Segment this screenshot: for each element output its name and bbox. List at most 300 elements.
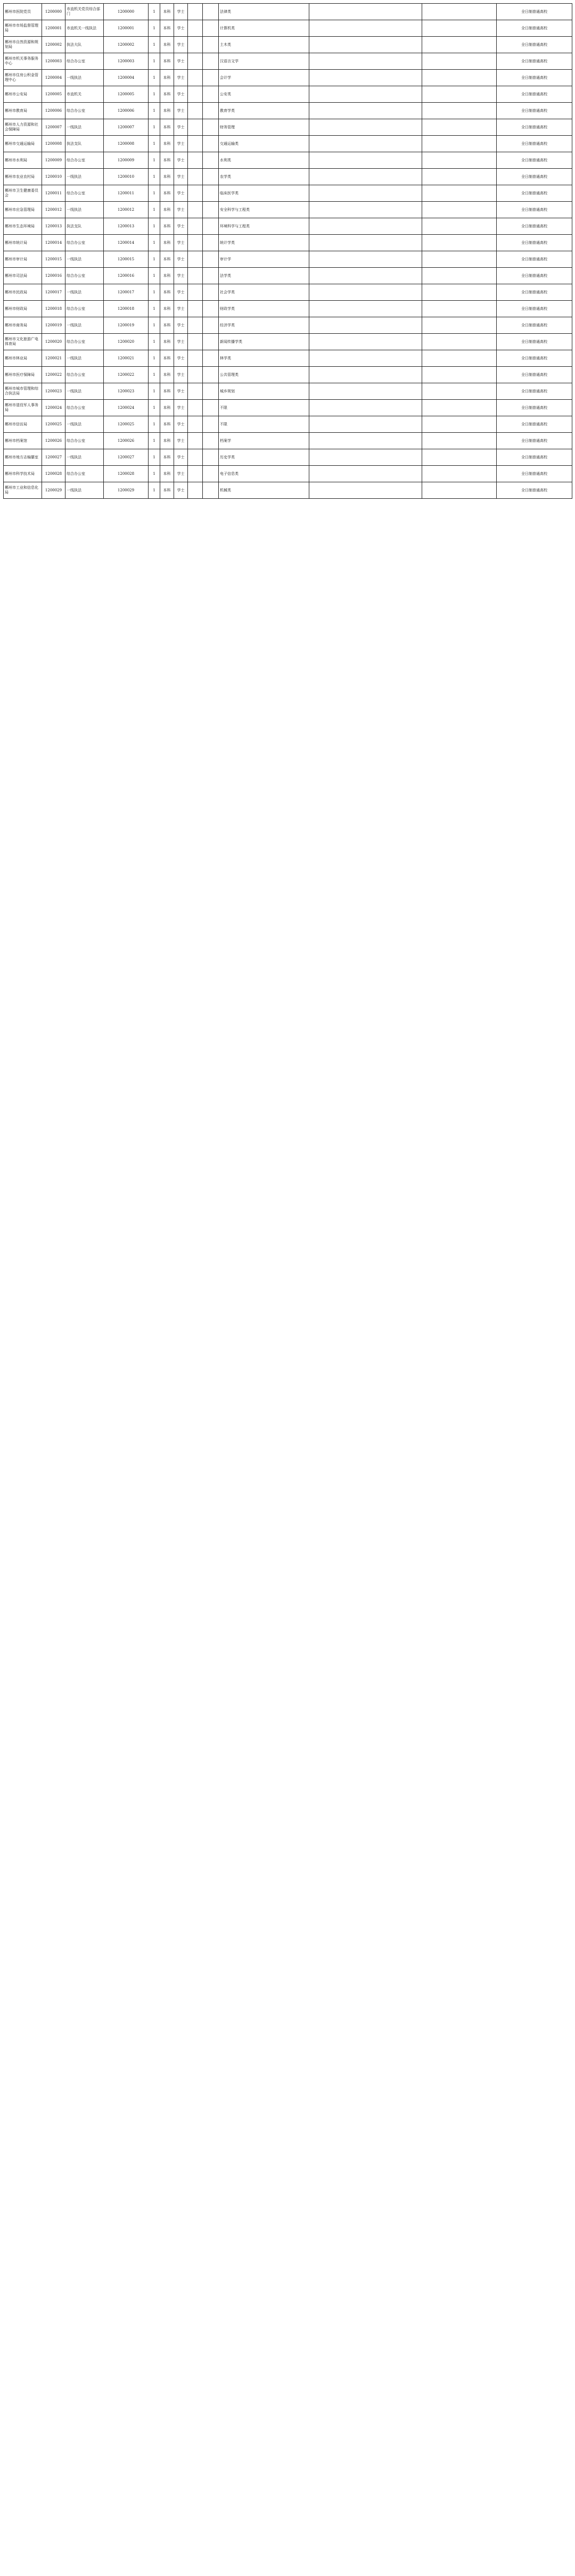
table-cell: 1200017 xyxy=(104,284,149,301)
table-cell: 郴州市农业农村局 xyxy=(4,169,42,185)
table-cell: 1200019 xyxy=(42,317,65,334)
table-cell: 一线执法 xyxy=(65,284,104,301)
table-cell: 学士 xyxy=(174,449,188,466)
table-cell: 全日制普通高校 xyxy=(497,416,572,433)
table-cell: 综合办公室 xyxy=(65,152,104,169)
table-cell xyxy=(422,367,497,383)
table-cell: 郴州市统计局 xyxy=(4,235,42,251)
table-row xyxy=(4,37,572,53)
table-cell: 全日制普通高校 xyxy=(497,334,572,350)
table-row xyxy=(4,433,572,449)
table-cell: 1 xyxy=(149,169,160,185)
table-cell xyxy=(188,235,203,251)
table-cell: 1200005 xyxy=(42,86,65,103)
table-cell xyxy=(309,284,422,301)
table-cell: 本科 xyxy=(160,169,174,185)
table-cell: 1200010 xyxy=(42,169,65,185)
table-cell: 1200009 xyxy=(42,152,65,169)
table-cell: 本科 xyxy=(160,119,174,136)
table-cell: 1200021 xyxy=(42,350,65,367)
table-cell xyxy=(203,350,219,367)
table-cell: 1200004 xyxy=(104,70,149,86)
table-cell: 一线执法 xyxy=(65,416,104,433)
table-cell: 郴州市科学技术局 xyxy=(4,466,42,482)
table-cell xyxy=(203,119,219,136)
table-cell xyxy=(309,416,422,433)
table-cell: 公安类 xyxy=(219,86,309,103)
table-cell xyxy=(309,37,422,53)
table-cell: 综合办公室 xyxy=(65,466,104,482)
table-cell xyxy=(309,433,422,449)
table-cell: 全日制普通高校 xyxy=(497,466,572,482)
table-cell: 法学类 xyxy=(219,268,309,284)
table-row xyxy=(4,4,572,20)
table-cell xyxy=(422,169,497,185)
table-cell: 综合办公室 xyxy=(65,235,104,251)
table-cell: 学士 xyxy=(174,433,188,449)
table-cell: 学士 xyxy=(174,301,188,317)
table-cell: 综合办公室 xyxy=(65,433,104,449)
table-cell: 1200021 xyxy=(104,350,149,367)
table-cell xyxy=(422,86,497,103)
table-cell: 郴州市档案馆 xyxy=(4,433,42,449)
table-cell xyxy=(422,185,497,202)
table-cell xyxy=(203,4,219,20)
table-cell: 本科 xyxy=(160,433,174,449)
table-cell: 1200011 xyxy=(104,185,149,202)
table-cell: 学士 xyxy=(174,367,188,383)
table-cell: 学士 xyxy=(174,70,188,86)
table-cell: 本科 xyxy=(160,367,174,383)
table-cell: 1 xyxy=(149,218,160,235)
table-cell: 土木类 xyxy=(219,37,309,53)
table-cell: 1200014 xyxy=(104,235,149,251)
table-cell: 水利类 xyxy=(219,152,309,169)
table-cell xyxy=(188,218,203,235)
table-cell xyxy=(203,284,219,301)
table-cell xyxy=(203,433,219,449)
table-row xyxy=(4,235,572,251)
table-cell: 郴州市医疗保障局 xyxy=(4,367,42,383)
table-cell: 郴州市商务局 xyxy=(4,317,42,334)
table-cell: 财政学类 xyxy=(219,301,309,317)
table-cell: 新闻传播学类 xyxy=(219,334,309,350)
table-cell: 1200008 xyxy=(104,136,149,152)
table-cell: 学士 xyxy=(174,136,188,152)
table-cell: 1 xyxy=(149,152,160,169)
table-cell xyxy=(188,400,203,416)
table-cell: 学士 xyxy=(174,185,188,202)
table-cell: 郴州市住房公积金管理中心 xyxy=(4,70,42,86)
table-cell: 学士 xyxy=(174,268,188,284)
table-cell xyxy=(188,20,203,37)
table-cell: 1200001 xyxy=(42,20,65,37)
table-cell: 一线执法 xyxy=(65,383,104,400)
table-row xyxy=(4,416,572,433)
table-cell xyxy=(203,169,219,185)
table-cell: 市直机关党员综合部门 xyxy=(65,4,104,20)
table-cell xyxy=(188,367,203,383)
table-cell: 1200023 xyxy=(104,383,149,400)
table-cell xyxy=(203,103,219,119)
table-cell xyxy=(188,466,203,482)
table-cell: 1200022 xyxy=(42,367,65,383)
table-cell xyxy=(203,367,219,383)
table-cell xyxy=(203,400,219,416)
table-cell: 本科 xyxy=(160,284,174,301)
table-cell xyxy=(422,416,497,433)
table-row xyxy=(4,202,572,218)
table-cell xyxy=(422,433,497,449)
table-cell xyxy=(309,317,422,334)
table-cell: 学士 xyxy=(174,202,188,218)
table-cell: 1200000 xyxy=(42,4,65,20)
table-cell: 本科 xyxy=(160,103,174,119)
table-cell: 全日制普通高校 xyxy=(497,367,572,383)
table-cell: 全日制普通高校 xyxy=(497,202,572,218)
table-cell: 1200025 xyxy=(42,416,65,433)
table-cell: 一线执法 xyxy=(65,119,104,136)
table-cell xyxy=(422,103,497,119)
table-cell: 郴州市文化旅游广电体育局 xyxy=(4,334,42,350)
table-row xyxy=(4,86,572,103)
table-cell xyxy=(422,4,497,20)
table-cell: 1 xyxy=(149,86,160,103)
table-cell: 计算机类 xyxy=(219,20,309,37)
table-cell: 1200028 xyxy=(104,466,149,482)
table-cell: 本科 xyxy=(160,449,174,466)
table-cell: 1200005 xyxy=(104,86,149,103)
table-cell: 法律类 xyxy=(219,4,309,20)
table-cell xyxy=(188,70,203,86)
table-cell: 1200004 xyxy=(42,70,65,86)
table-cell: 1 xyxy=(149,466,160,482)
table-cell: 本科 xyxy=(160,251,174,268)
table-cell: 全日制普通高校 xyxy=(497,218,572,235)
table-cell xyxy=(422,334,497,350)
table-cell: 郴州市信访局 xyxy=(4,416,42,433)
table-cell: 城乡规划 xyxy=(219,383,309,400)
table-cell xyxy=(309,268,422,284)
table-cell xyxy=(203,20,219,37)
table-cell xyxy=(309,350,422,367)
table-cell xyxy=(309,103,422,119)
table-cell: 全日制普通高校 xyxy=(497,185,572,202)
table-cell xyxy=(203,482,219,499)
table-cell xyxy=(422,317,497,334)
table-cell: 郴州市教育局 xyxy=(4,103,42,119)
table-cell: 全日制普通高校 xyxy=(497,350,572,367)
table-cell: 学士 xyxy=(174,400,188,416)
table-cell: 不限 xyxy=(219,400,309,416)
table-cell xyxy=(203,136,219,152)
table-cell xyxy=(309,53,422,70)
table-row xyxy=(4,185,572,202)
table-cell xyxy=(309,482,422,499)
table-cell: 1200012 xyxy=(42,202,65,218)
table-cell: 1 xyxy=(149,350,160,367)
table-cell: 全日制普通高校 xyxy=(497,152,572,169)
table-cell xyxy=(422,383,497,400)
table-cell: 市直机关一线执法 xyxy=(65,20,104,37)
table-cell: 1200017 xyxy=(42,284,65,301)
table-cell xyxy=(422,400,497,416)
table-cell: 郴州市退役军人事务局 xyxy=(4,400,42,416)
table-cell: 1 xyxy=(149,235,160,251)
table-cell xyxy=(188,433,203,449)
table-row xyxy=(4,268,572,284)
table-cell: 全日制普通高校 xyxy=(497,284,572,301)
table-cell: 临床医学类 xyxy=(219,185,309,202)
table-cell xyxy=(422,20,497,37)
table-row xyxy=(4,152,572,169)
table-cell: 郴州市城市管理和综合执法局 xyxy=(4,383,42,400)
table-row xyxy=(4,400,572,416)
table-cell: 郴州市地方志编纂室 xyxy=(4,449,42,466)
table-cell: 1 xyxy=(149,37,160,53)
table-row xyxy=(4,20,572,37)
table-cell: 本科 xyxy=(160,235,174,251)
table-cell xyxy=(188,103,203,119)
table-cell: 1200026 xyxy=(42,433,65,449)
table-cell: 全日制普通高校 xyxy=(497,20,572,37)
table-cell: 1200024 xyxy=(104,400,149,416)
table-row xyxy=(4,350,572,367)
table-cell: 1200018 xyxy=(104,301,149,317)
table-row xyxy=(4,466,572,482)
table-cell: 全日制普通高校 xyxy=(497,317,572,334)
table-cell: 学士 xyxy=(174,466,188,482)
table-cell: 统计学类 xyxy=(219,235,309,251)
table-cell: 1 xyxy=(149,433,160,449)
table-cell xyxy=(188,119,203,136)
table-cell xyxy=(422,152,497,169)
table-cell: 1 xyxy=(149,70,160,86)
table-cell: 1 xyxy=(149,202,160,218)
table-cell: 1 xyxy=(149,301,160,317)
table-cell: 本科 xyxy=(160,301,174,317)
table-cell xyxy=(422,466,497,482)
table-cell: 1200006 xyxy=(104,103,149,119)
table-cell: 学士 xyxy=(174,86,188,103)
table-cell xyxy=(309,400,422,416)
table-cell: 全日制普通高校 xyxy=(497,482,572,499)
table-cell: 全日制普通高校 xyxy=(497,136,572,152)
table-cell: 本科 xyxy=(160,317,174,334)
table-cell: 1 xyxy=(149,268,160,284)
table-cell: 郴州市水利局 xyxy=(4,152,42,169)
table-cell: 学士 xyxy=(174,218,188,235)
table-cell: 郴州市民政局 xyxy=(4,284,42,301)
table-cell: 一线执法 xyxy=(65,70,104,86)
table-cell: 全日制普通高校 xyxy=(497,53,572,70)
table-cell: 电子信息类 xyxy=(219,466,309,482)
table-cell xyxy=(203,268,219,284)
table-cell: 1200015 xyxy=(42,251,65,268)
table-cell: 本科 xyxy=(160,400,174,416)
table-cell: 全日制普通高校 xyxy=(497,4,572,20)
table-cell: 郴州市工业和信息化局 xyxy=(4,482,42,499)
table-cell: 郴州市机关事务服务中心 xyxy=(4,53,42,70)
table-cell: 1 xyxy=(149,136,160,152)
table-cell: 林学类 xyxy=(219,350,309,367)
table-cell: 全日制普通高校 xyxy=(497,235,572,251)
table-cell xyxy=(203,70,219,86)
table-cell xyxy=(188,251,203,268)
table-cell xyxy=(203,466,219,482)
table-cell: 财务管理 xyxy=(219,119,309,136)
table-cell xyxy=(188,317,203,334)
table-cell: 1200020 xyxy=(104,334,149,350)
table-cell: 郴州市林业局 xyxy=(4,350,42,367)
table-cell: 1200024 xyxy=(42,400,65,416)
table-cell: 全日制普通高校 xyxy=(497,70,572,86)
table-cell: 1200000 xyxy=(104,4,149,20)
table-cell xyxy=(309,367,422,383)
table-cell: 审计学 xyxy=(219,251,309,268)
table-cell: 1200016 xyxy=(42,268,65,284)
table-cell: 1 xyxy=(149,119,160,136)
table-row xyxy=(4,53,572,70)
table-cell: 1200002 xyxy=(104,37,149,53)
table-cell: 1200002 xyxy=(42,37,65,53)
table-cell xyxy=(309,202,422,218)
table-cell: 学士 xyxy=(174,169,188,185)
table-cell: 学士 xyxy=(174,53,188,70)
table-cell: 1200008 xyxy=(42,136,65,152)
recruitment-table xyxy=(3,3,572,499)
table-cell: 本科 xyxy=(160,268,174,284)
table-cell: 学士 xyxy=(174,416,188,433)
table-cell xyxy=(422,482,497,499)
table-cell xyxy=(422,251,497,268)
table-cell: 1 xyxy=(149,400,160,416)
table-cell: 本科 xyxy=(160,416,174,433)
table-cell xyxy=(309,449,422,466)
table-cell: 学士 xyxy=(174,235,188,251)
table-cell: 1 xyxy=(149,53,160,70)
table-row xyxy=(4,218,572,235)
table-cell: 环境科学与工程类 xyxy=(219,218,309,235)
table-cell: 1200019 xyxy=(104,317,149,334)
table-cell: 公共管理类 xyxy=(219,367,309,383)
table-cell: 综合办公室 xyxy=(65,367,104,383)
table-cell: 学士 xyxy=(174,284,188,301)
table-cell: 本科 xyxy=(160,334,174,350)
table-cell: 1200010 xyxy=(104,169,149,185)
table-cell: 本科 xyxy=(160,152,174,169)
table-row xyxy=(4,301,572,317)
table-cell xyxy=(309,218,422,235)
table-cell: 全日制普通高校 xyxy=(497,301,572,317)
table-row xyxy=(4,284,572,301)
table-cell xyxy=(203,185,219,202)
table-cell xyxy=(309,119,422,136)
table-cell xyxy=(203,301,219,317)
table-cell xyxy=(422,449,497,466)
table-cell: 执法大队 xyxy=(65,37,104,53)
table-cell xyxy=(188,53,203,70)
table-cell xyxy=(188,383,203,400)
table-cell xyxy=(422,235,497,251)
table-cell xyxy=(203,218,219,235)
table-cell: 经济学类 xyxy=(219,317,309,334)
table-cell: 学士 xyxy=(174,20,188,37)
table-cell: 学士 xyxy=(174,4,188,20)
table-cell xyxy=(203,383,219,400)
table-cell xyxy=(309,86,422,103)
table-cell: 一线执法 xyxy=(65,169,104,185)
table-cell: 全日制普通高校 xyxy=(497,103,572,119)
table-cell: 1200015 xyxy=(104,251,149,268)
table-cell: 农学类 xyxy=(219,169,309,185)
table-cell: 本科 xyxy=(160,37,174,53)
table-row xyxy=(4,449,572,466)
table-row xyxy=(4,119,572,136)
table-cell: 本科 xyxy=(160,136,174,152)
table-cell: 综合办公室 xyxy=(65,103,104,119)
table-cell: 会计学 xyxy=(219,70,309,86)
table-cell: 1200013 xyxy=(104,218,149,235)
table-cell xyxy=(422,119,497,136)
table-cell: 交通运输类 xyxy=(219,136,309,152)
table-cell: 本科 xyxy=(160,20,174,37)
table-cell: 汉语言文学 xyxy=(219,53,309,70)
table-cell: 1200014 xyxy=(42,235,65,251)
table-cell xyxy=(188,4,203,20)
table-cell: 本科 xyxy=(160,202,174,218)
table-cell: 全日制普通高校 xyxy=(497,169,572,185)
table-row xyxy=(4,251,572,268)
table-row xyxy=(4,169,572,185)
table-cell: 全日制普通高校 xyxy=(497,400,572,416)
table-cell: 1 xyxy=(149,482,160,499)
table-cell xyxy=(309,251,422,268)
table-cell: 一线执法 xyxy=(65,350,104,367)
table-cell xyxy=(309,169,422,185)
table-cell: 1 xyxy=(149,284,160,301)
table-cell: 1200007 xyxy=(42,119,65,136)
table-cell: 全日制普通高校 xyxy=(497,383,572,400)
table-cell xyxy=(309,383,422,400)
table-cell xyxy=(422,70,497,86)
table-cell xyxy=(309,466,422,482)
table-cell: 档案学 xyxy=(219,433,309,449)
table-cell: 1 xyxy=(149,416,160,433)
table-cell xyxy=(203,317,219,334)
table-body xyxy=(4,4,572,499)
table-cell: 执法支队 xyxy=(65,136,104,152)
table-cell xyxy=(188,482,203,499)
table-cell: 1200028 xyxy=(42,466,65,482)
table-cell: 综合办公室 xyxy=(65,400,104,416)
table-cell: 1 xyxy=(149,185,160,202)
table-row xyxy=(4,334,572,350)
table-cell: 郴州市司法局 xyxy=(4,268,42,284)
table-cell: 本科 xyxy=(160,185,174,202)
table-cell: 历史学类 xyxy=(219,449,309,466)
table-cell: 郴州市财政局 xyxy=(4,301,42,317)
table-cell: 全日制普通高校 xyxy=(497,449,572,466)
table-row xyxy=(4,136,572,152)
table-cell xyxy=(309,152,422,169)
table-cell xyxy=(188,268,203,284)
table-cell xyxy=(309,70,422,86)
table-row xyxy=(4,482,572,499)
table-cell: 学士 xyxy=(174,482,188,499)
table-cell: 本科 xyxy=(160,466,174,482)
table-cell: 本科 xyxy=(160,350,174,367)
